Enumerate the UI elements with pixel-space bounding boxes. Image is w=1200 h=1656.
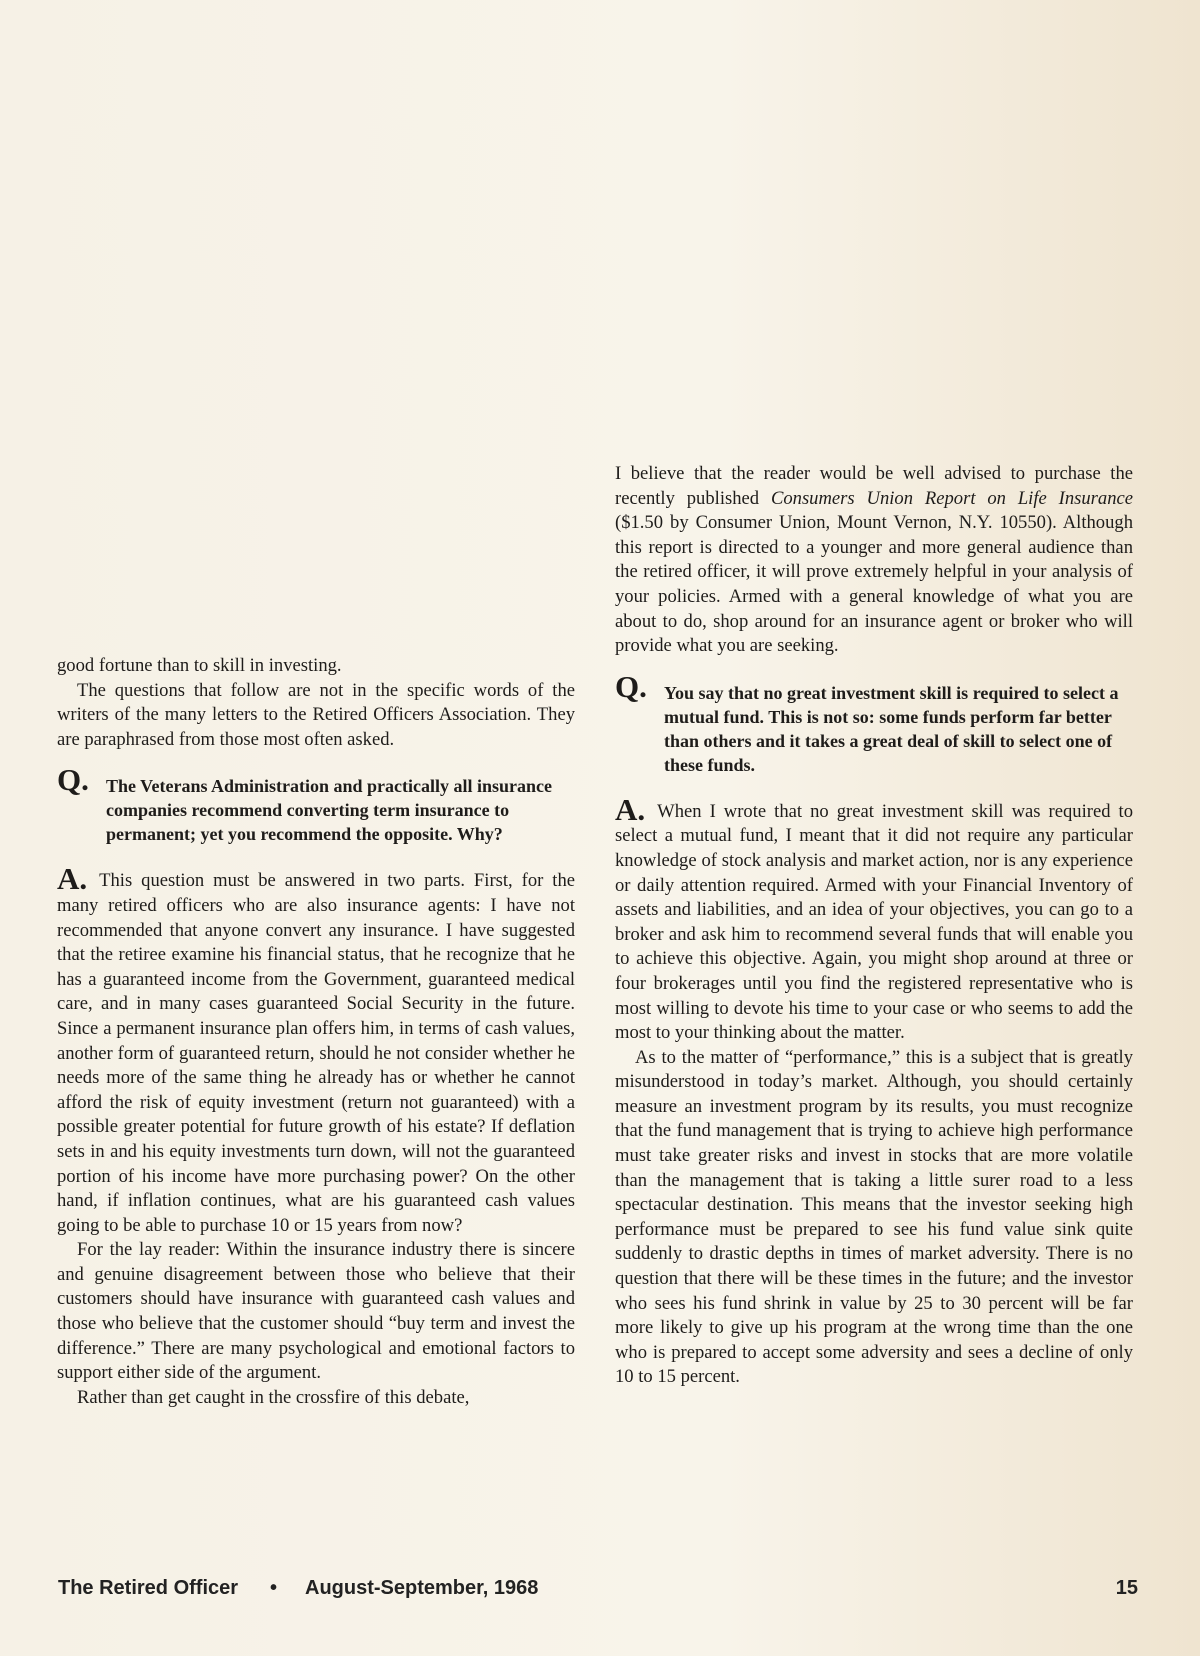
question-1: [57, 762, 575, 846]
answer-1: [57, 861, 575, 1238]
answer-marker: A.: [57, 861, 88, 897]
report-title: Consumers Union Report on Life Insurance: [770, 487, 1134, 509]
answer-2: [615, 791, 1133, 1046]
question-marker: Q.: [615, 668, 647, 704]
question-text: The Veterans Administration and practically all insurance companies recommend converting term insurance to permanent; yet you recommend the opposite. Why?: [106, 776, 553, 845]
issue-date: August-September, 1968: [305, 1577, 539, 1599]
page-number: 15: [1115, 1577, 1138, 1599]
paragraph: The questions that follow are not in the specific words of the writers of the many letters to the Retired Officers Association. They are paraphrased from those most often asked.: [57, 679, 575, 750]
paragraph: Rather than get caught in the crossfire of this debate,: [77, 1386, 470, 1408]
question-text: You say that no great investment skill is required to select a mutual fund. This is not so: some funds perform far better than others and it takes a great deal of skill to select one of these funds.: [664, 682, 1119, 775]
question-2: [615, 668, 1133, 777]
paragraph: good fortune than to skill in investing.: [57, 655, 342, 676]
answer-text: This question must be answered in two parts. First, for the many retired officers who are also insurance agents: I have not recommended that anyone convert any insurance. I have suggested that the retiree examine his financial status, that he recognize that he has a guaranteed income from the Government, guaranteed medical care, and in many cases guaranteed Social Security in the future. Since a permanent insurance plan offers him, in terms of cash values, another form of guaranteed return, should he not consider whether he needs more of the same thing he already has or whether he cannot afford the risk of equity investment (return not guaranteed) with a possible greater potential for future growth of his estate? If deflation sets in and his equity investments turn down, will not the guaranteed portion of his income have more purchasing power? On the other hand, if inflation continues, what are his guaranteed cash values going to be able to purchase 10 or 15 years from now?: [57, 870, 575, 1236]
left-column: [57, 654, 575, 1410]
paragraph: For the lay reader: Within the insurance industry there is sincere and genuine disagreement between those who believe that their customers should have insurance with guaranteed cash values and those who believe that the customer should “buy term and invest the difference.” There are many psychological and emotional factors to support either side of the argument.: [57, 1239, 575, 1384]
right-column: [615, 462, 1133, 1390]
paragraph: As to the matter of “performance,” this is a subject that is greatly misunderstood in today’s market. Although, you should certainly measure an investment program by its results, you must recognize that the fund management that is trying to achieve high performance must take greater risks and invest in stocks that are more volatile than the management that is taking a little surer road to a less spectacular destination. This means that the investor seeking high performance must be prepared to see his fund value sink quite suddenly to drastic depths in times of market adversity. There is no question that there will be these times in the future; and the investor who sees his fund shrink in value by 25 to 30 percent will be far more likely to give up his program at the wrong time than the one who is prepared to accept some adversity and sees a decline of only 10 to 15 percent.: [615, 1046, 1133, 1388]
answer-text: When I wrote that no great investment skill was required to select a mutual fund, I meant that it did not require any particular knowledge of stock analysis and market action, nor is any experience or daily attention required. Armed with your Financial Inventory of assets and liabilities, and an idea of your objectives, you can go to a broker and ask him to recommend several funds that will enable you to achieve this objective. Again, you might shop around at three or four brokerages until you find the registered representative who is most willing to devote his time to your case or who seems to add the most to your thinking about the matter.: [615, 800, 1133, 1044]
text-run: I believe that the reader would be well advised to purchase the recently published: [615, 463, 1133, 509]
footer-separator: •: [270, 1577, 278, 1599]
question-marker: Q.: [57, 762, 89, 798]
paragraph: [615, 462, 1133, 659]
text-run: ($1.50 by Consumer Union, Mount Vernon, N.Y. 10550). Although this report is directed to a younger and more general audience than the retired officer, it will prove extremely helpful in your analysis of your policies. Armed with a general knowledge of what you are about to do, shop around for an insurance agent or broker who will provide what you are seeking.: [615, 512, 1133, 657]
publication-name: The Retired Officer: [58, 1577, 239, 1599]
answer-marker: A.: [615, 791, 646, 827]
